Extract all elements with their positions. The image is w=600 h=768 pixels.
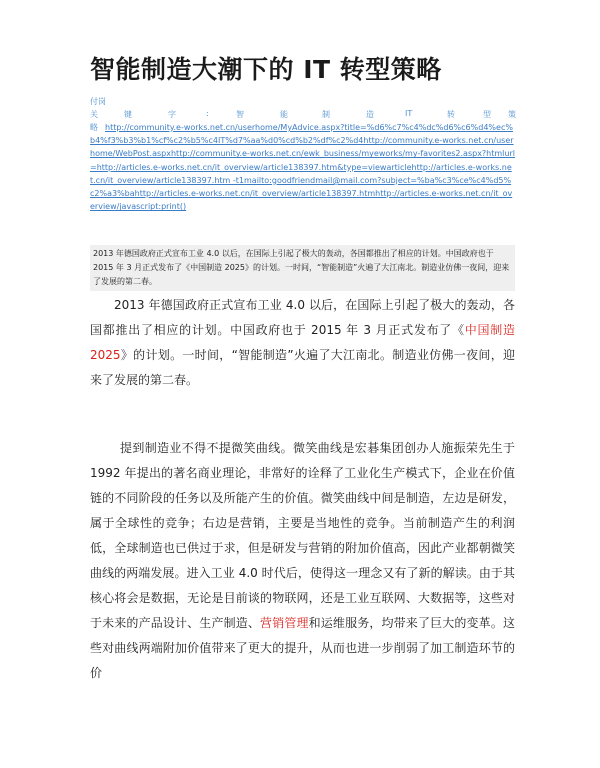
keywords-line: [90, 109, 515, 121]
keyword-link[interactable]: 智: [236, 110, 244, 119]
keyword-link[interactable]: 能: [280, 110, 288, 119]
paragraph-text: 提到制造业不得不提微笑曲线。微笑曲线是宏碁集团创办人施振荣先生于 1992 年提出的著名商业理论，非常好的诠释了工业化生产模式下，企业在价值链的不同阶段的任务以及所能产生的价值。微笑曲线中间是制造，左边是研发，属于全球性的竞争；右边是营销，主要是当地性的竞争。当前制造产生的利润低，全球制造也已供过于求，但是研发与营销的附加价值高，因此产业都朝微笑曲线的两端发展。进入工业 4.0 时代后，使得这一理念又有了新的解读。由于其核心将会是数据，无论是目前谈的物联网，还是工业互联网、大数据等，这些对于未来的产品设计、生产制造、: [90, 441, 515, 630]
keywords-label-char: 关: [90, 110, 98, 119]
url-links[interactable]: http://community.e-works.net.cn/userhome/MyAdvice.aspx?title=%d6%c7%c4%dc%d6%c6%d4%ec%b4%f3%b3%b1%cf%c2%b5%c4IT%d7%aa%d0%cd%b2%df%c2%d4http://community.e-works.net.cn/userhome/WebPost.aspxhttp://community.e-works.net.cn/ewk_business/myeworks/my-favorites2.aspx?htmlurl=http://articles.e-works.net.cn/it_overview/article138397.htm&type=viewarticlehttp://articles.e-works.net.cn/it_overview/article138397.htm -t1mailto:goodfriendmail@mail.com?subject=%ba%c3%ce%c4%d5%c2%a3%bahttp://articles.e-works.net.cn/it_overview/article138397.htmhttp://articles.e-works.net.cn/it_overview/javascript:print(): [90, 123, 515, 212]
keyword-link[interactable]: 型: [483, 110, 491, 119]
keyword-link[interactable]: 造: [366, 110, 374, 119]
link-block: [90, 121, 515, 213]
highlight-link[interactable]: 中国制造 2025: [90, 323, 515, 362]
article-summary: 2013 年德国政府正式宣布工业 4.0 以后，在国际上引起了极大的轰动，各国都推出了相应的计划。中国政府也于 2015 年 3 月正式发布了《中国制造 2025》的计划。一时间，“智能制造”火遍了大江南北。制造业仿佛一夜间，迎来了发展的第二春。: [90, 245, 515, 291]
keyword-link[interactable]: IT: [405, 109, 413, 118]
keywords-label-char: :: [206, 109, 209, 118]
keywords-label-char: 键: [124, 110, 132, 119]
keywords-label-char: 字: [168, 110, 176, 119]
body-paragraph-2: [90, 436, 515, 686]
highlight-link[interactable]: 营销管理: [260, 616, 309, 630]
author-link[interactable]: 付岗: [90, 97, 106, 106]
keyword-link[interactable]: 制: [322, 110, 330, 119]
keyword-link[interactable]: 转: [447, 110, 455, 119]
keyword-link[interactable]: 策: [508, 110, 516, 119]
body-paragraph-1: [90, 293, 515, 393]
article-title: 智能制造大潮下的 IT 转型策略: [90, 55, 442, 84]
paragraph-text: 和运维服务，均带来了巨大的变革。这些对曲线两端附加价值带来了更大的提升，从而也进一步削弱了加工制造环节的价: [90, 616, 515, 680]
paragraph-text: 》的计划。一时间，“智能制造”火遍了大江南北。制造业仿佛一夜间，迎来了发展的第二春。: [90, 348, 515, 387]
keyword-link[interactable]: 略: [90, 123, 98, 132]
paragraph-text: 2013 年德国政府正式宣布工业 4.0 以后，在国际上引起了极大的轰动，各国都推出了相应的计划。中国政府也于 2015 年 3 月正式发布了《: [90, 298, 515, 337]
